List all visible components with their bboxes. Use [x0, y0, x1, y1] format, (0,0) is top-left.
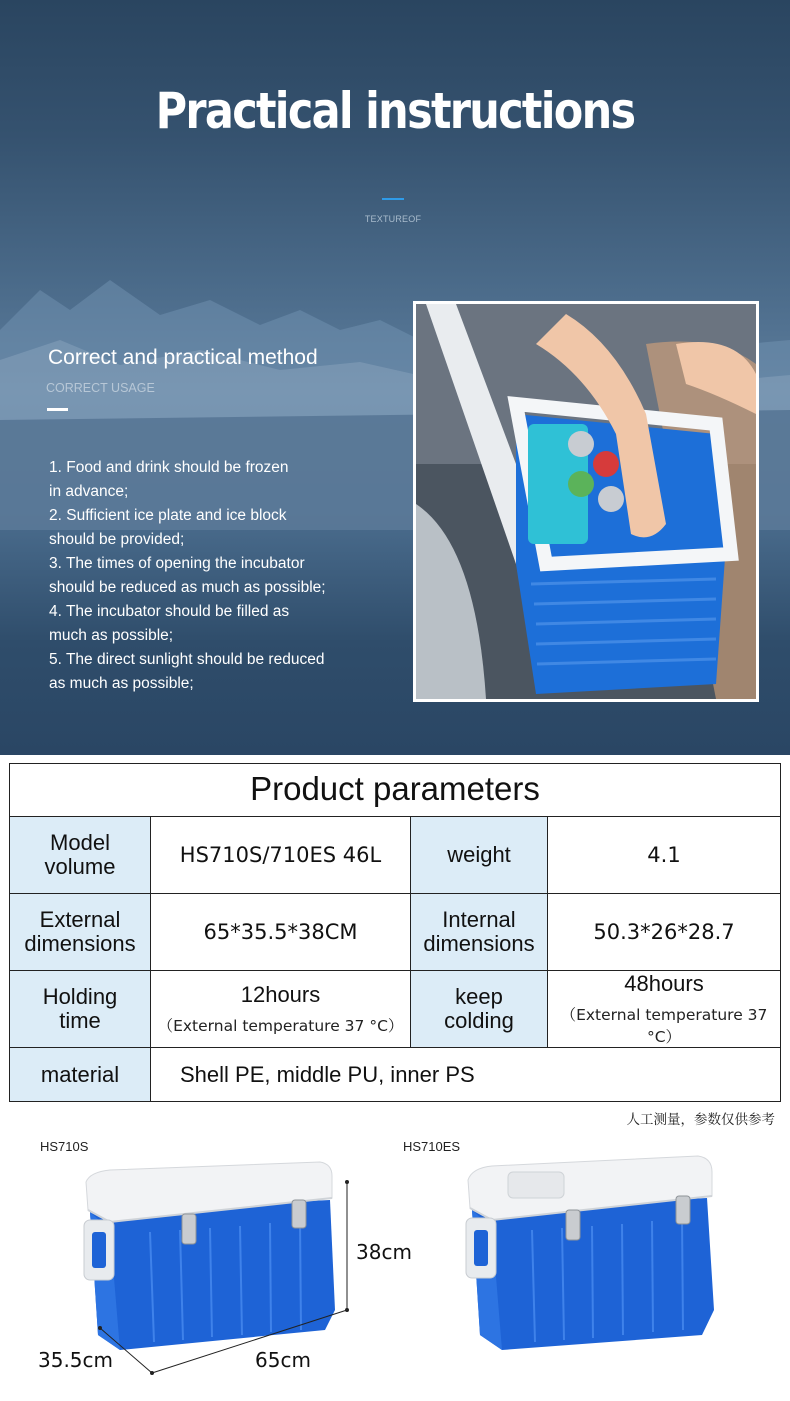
accent-dash: [382, 198, 404, 200]
keep-colding-value: 48hours: [624, 971, 704, 996]
holding-time-note: （External temperature 37 °C）: [157, 1017, 404, 1035]
usage-item: 3. The times of opening the incubator should be reduced as much as possible;: [49, 555, 326, 596]
cooler-usage-photo: [413, 301, 759, 702]
model-label-right: HS710ES: [403, 1139, 461, 1154]
material-label: material: [10, 1048, 151, 1101]
external-dimensions-label: External dimensions: [10, 894, 151, 971]
model-volume-value: HS710S/710ES 46L: [151, 817, 411, 894]
dimension-lines: [90, 1170, 360, 1385]
keep-colding-label: keep colding: [411, 971, 548, 1048]
product-parameters-table: [9, 763, 781, 1102]
dimension-height: 38cm: [356, 1240, 412, 1264]
holding-time-value: 12hours: [240, 982, 321, 1007]
usage-title: Correct and practical method: [48, 346, 318, 369]
model-label-left: HS710S: [40, 1139, 89, 1154]
usage-item: 5. The direct sunlight should be reduced as much as possible;: [49, 651, 325, 692]
banner-title: Practical instructions: [155, 82, 635, 140]
usage-item: 1. Food and drink should be frozen in advance;: [49, 459, 289, 500]
model-volume-label: Model volume: [10, 817, 151, 894]
holding-time-cell: [151, 971, 411, 1048]
dimension-width: 65cm: [255, 1348, 311, 1372]
usage-divider: [47, 408, 68, 411]
weight-label: weight: [411, 817, 548, 894]
table-title: Product parameters: [10, 764, 780, 817]
dimension-depth: 35.5cm: [38, 1348, 114, 1372]
cooler-photo-illustration: [416, 304, 756, 699]
keep-colding-cell: [548, 971, 780, 1048]
measurement-note: 人工测量，参数仅供参考: [626, 1112, 775, 1127]
material-value: Shell PE, middle PU, inner PS: [180, 1061, 475, 1087]
usage-subtitle: CORRECT USAGE: [46, 381, 155, 395]
internal-dimensions-label: Internal dimensions: [411, 894, 548, 971]
holding-time-label: Holding time: [10, 971, 151, 1048]
keep-colding-note: （External temperature 37 °C）: [560, 1006, 768, 1046]
cooler-hs710es-image: [462, 1150, 727, 1370]
banner-subtitle: TEXTUREOF: [364, 214, 422, 224]
usage-item: 2. Sufficient ice plate and ice block should be provided;: [49, 507, 287, 548]
external-dimensions-value: 65*35.5*38CM: [151, 894, 411, 971]
usage-item: 4. The incubator should be filled as much as possible;: [49, 603, 290, 644]
weight-value: 4.1: [548, 817, 780, 894]
internal-dimensions-value: 50.3*26*28.7: [548, 894, 780, 971]
usage-list: [49, 456, 389, 696]
